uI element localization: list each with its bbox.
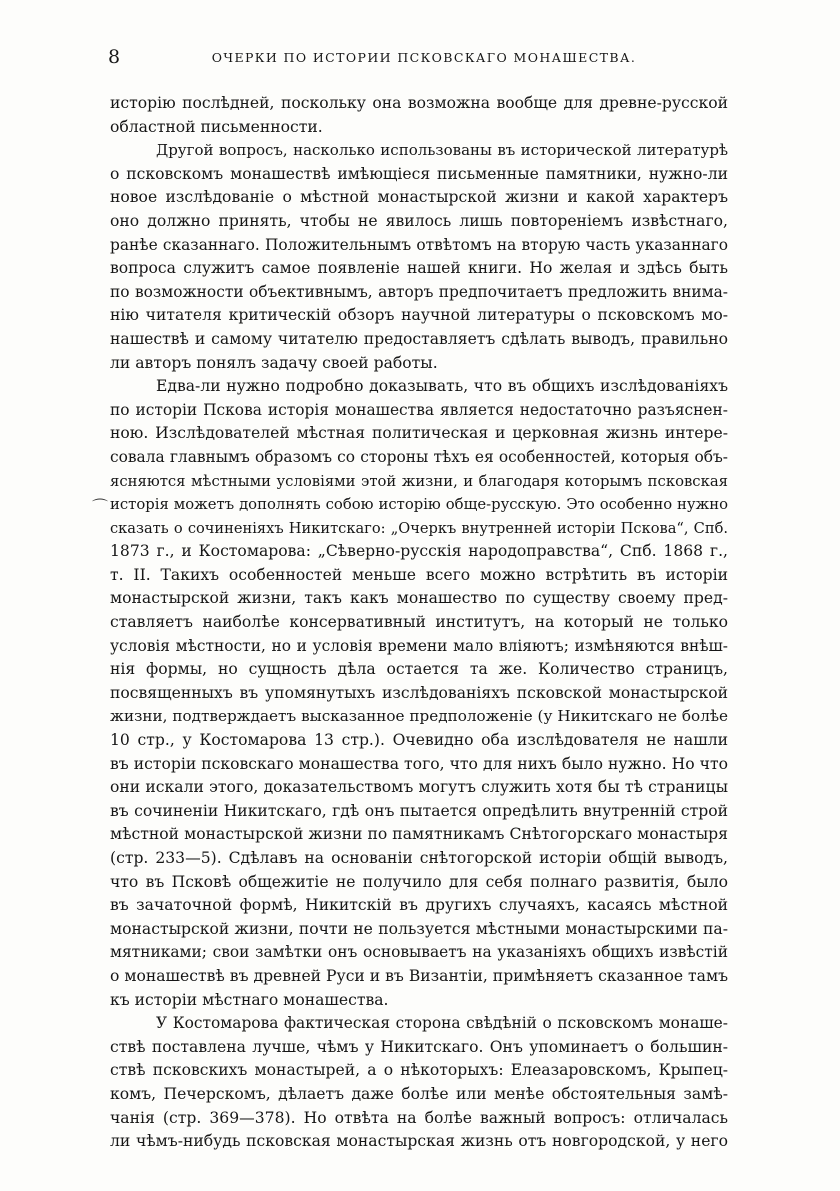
text-line: ною. Изслѣдователей мѣстная политическая и церковная жизнь интере- bbox=[110, 424, 728, 443]
text-line: монастырской жизни, такъ какъ монашество по существу своему пред- bbox=[110, 589, 728, 608]
text-line: оно должно принять, чтобы не явилось лишь повтореніемъ извѣстнаго, bbox=[110, 211, 728, 230]
text-line: исторія можетъ дополнять собою исторію обще-русскую. Это особенно нужно bbox=[110, 496, 728, 514]
text-line: (стр. 233—5). Сдѣлавъ на основаніи снѣтогорской исторіи общій выводъ, bbox=[110, 849, 728, 867]
text-line: ясняются мѣстными условіями этой жизни, и благодаря которымъ псковская bbox=[110, 472, 728, 490]
text-line: Другой вопросъ, насколько использованы въ исторической литературѣ bbox=[156, 141, 728, 160]
text-line: вопроса служитъ самое появленіе нашей книги. Но желая и здѣсь быть bbox=[110, 259, 728, 278]
text-line: условія мѣстности, но и условія времени мало вліяютъ; измѣняются внѣш- bbox=[110, 636, 728, 655]
text-line: областной письменности. bbox=[110, 117, 323, 136]
text-line: посвященныхъ въ упомянутыхъ изслѣдованіяхъ псковской монастырской bbox=[110, 683, 728, 702]
text-line: нія формы, но сущность дѣла остается та же. Количество страницъ, bbox=[110, 660, 728, 679]
running-title: ОЧЕРКИ ПО ИСТОРИИ ПСКОВСКАГО МОНАШЕСТВА. bbox=[211, 50, 637, 65]
margin-mark: ⌒ bbox=[92, 497, 109, 516]
text-line: комъ, Печерскомъ, дѣлаетъ даже болѣе или менѣе обстоятельныя замѣ- bbox=[110, 1084, 728, 1103]
text-line: по возможности объективнымъ, авторъ предпочитаетъ предложить внима- bbox=[110, 282, 728, 301]
text-line: нашествѣ и самому читателю предоставляетъ сдѣлать выводъ, правильно bbox=[110, 329, 728, 348]
text-line: чанія (стр. 369—378). Но отвѣта на болѣе важный вопросъ: отличалась bbox=[110, 1108, 728, 1127]
text-line: въ зачаточной формѣ, Никитскій въ другихъ случаяхъ, касаясь мѣстной bbox=[110, 896, 728, 915]
text-line: 1873 г., и Костомарова: „Сѣверно-русскія народоправства“, Спб. 1868 г., bbox=[110, 542, 728, 561]
text-line: нію читателя критическій обзоръ научной литературы о псковскомъ мо- bbox=[110, 306, 728, 325]
text-line: 10 стр., у Костомарова 13 стр.). Очевидно оба изслѣдователя не нашли bbox=[110, 731, 728, 750]
text-line: въ сочиненіи Никитскаго, гдѣ онъ пытается опредѣлить внутренній строй bbox=[110, 801, 728, 820]
text-line: У Костомарова фактическая сторона свѣдѣній о псковскомъ монаше- bbox=[156, 1014, 728, 1033]
text-line: сказать о сочиненіяхъ Никитскаго: „Очеркъ внутренней исторіи Пскова“, Спб. bbox=[110, 519, 728, 537]
body-text bbox=[110, 92, 728, 1154]
text-line: по исторіи Пскова исторія монашества является недостаточно разъяснен- bbox=[110, 400, 728, 419]
text-line: въ исторіи псковскаго монашества того, что для нихъ было нужно. Но что bbox=[110, 754, 728, 773]
text-line: о монашествѣ въ древней Руси и въ Византіи, примѣняетъ сказанное тамъ bbox=[110, 966, 728, 985]
text-line: т. II. Такихъ особенностей меньше всего можно встрѣтить въ исторіи bbox=[110, 565, 728, 584]
text-line: новое изслѣдованіе о мѣстной монастырской жизни и какой характеръ bbox=[110, 188, 728, 207]
text-line: ствѣ псковскихъ монастырей, а о нѣкоторыхъ: Елеазаровскомъ, Крыпец- bbox=[110, 1061, 728, 1080]
text-line: ли чѣмъ-нибудь псковская монастырская жизнь отъ новгородской, у него bbox=[110, 1132, 728, 1151]
text-line: мятниками; свои замѣтки онъ основываетъ на указаніяхъ общихъ извѣстій bbox=[110, 943, 728, 962]
text-line: что въ Псковѣ общежитіе не получило для себя полнаго развитія, было bbox=[110, 872, 728, 891]
text-line: ставляетъ наиболѣе консервативный институтъ, на который не только bbox=[110, 613, 728, 632]
text-line: Едва-ли нужно подробно доказывать, что въ общихъ изслѣдованіяхъ bbox=[156, 377, 728, 396]
text-line: они искали этого, доказательствомъ могутъ служить хотя бы тѣ страницы bbox=[110, 778, 728, 797]
text-line: совала главнымъ образомъ со стороны тѣхъ ея особенностей, которыя объ- bbox=[110, 447, 728, 466]
text-line: монастырской жизни, почти не пользуется мѣстными монастырскими па- bbox=[110, 919, 728, 938]
text-line: къ исторіи мѣстнаго монашества. bbox=[110, 990, 389, 1009]
text-line: ли авторъ понялъ задачу своей работы. bbox=[110, 353, 438, 372]
text-line: мѣстной монастырской жизни по памятникамъ Снѣтогорскаго монастыря bbox=[110, 825, 728, 844]
page-number: 8 bbox=[108, 46, 121, 68]
text-line: жизни, подтверждаетъ высказанное предположеніе (у Никитскаго не болѣе bbox=[110, 707, 728, 726]
text-line: исторію послѣдней, поскольку она возможна вообще для древне-русской bbox=[110, 94, 728, 112]
text-line: ствѣ поставлена лучше, чѣмъ у Никитскаго. Онъ упоминаетъ о большин- bbox=[110, 1037, 728, 1056]
text-line: о псковскомъ монашествѣ имѣющіеся письменные памятники, нужно-ли bbox=[110, 164, 728, 183]
text-line: ранѣе сказаннаго. Положительнымъ отвѣтомъ на вторую часть указаннаго bbox=[110, 235, 728, 254]
